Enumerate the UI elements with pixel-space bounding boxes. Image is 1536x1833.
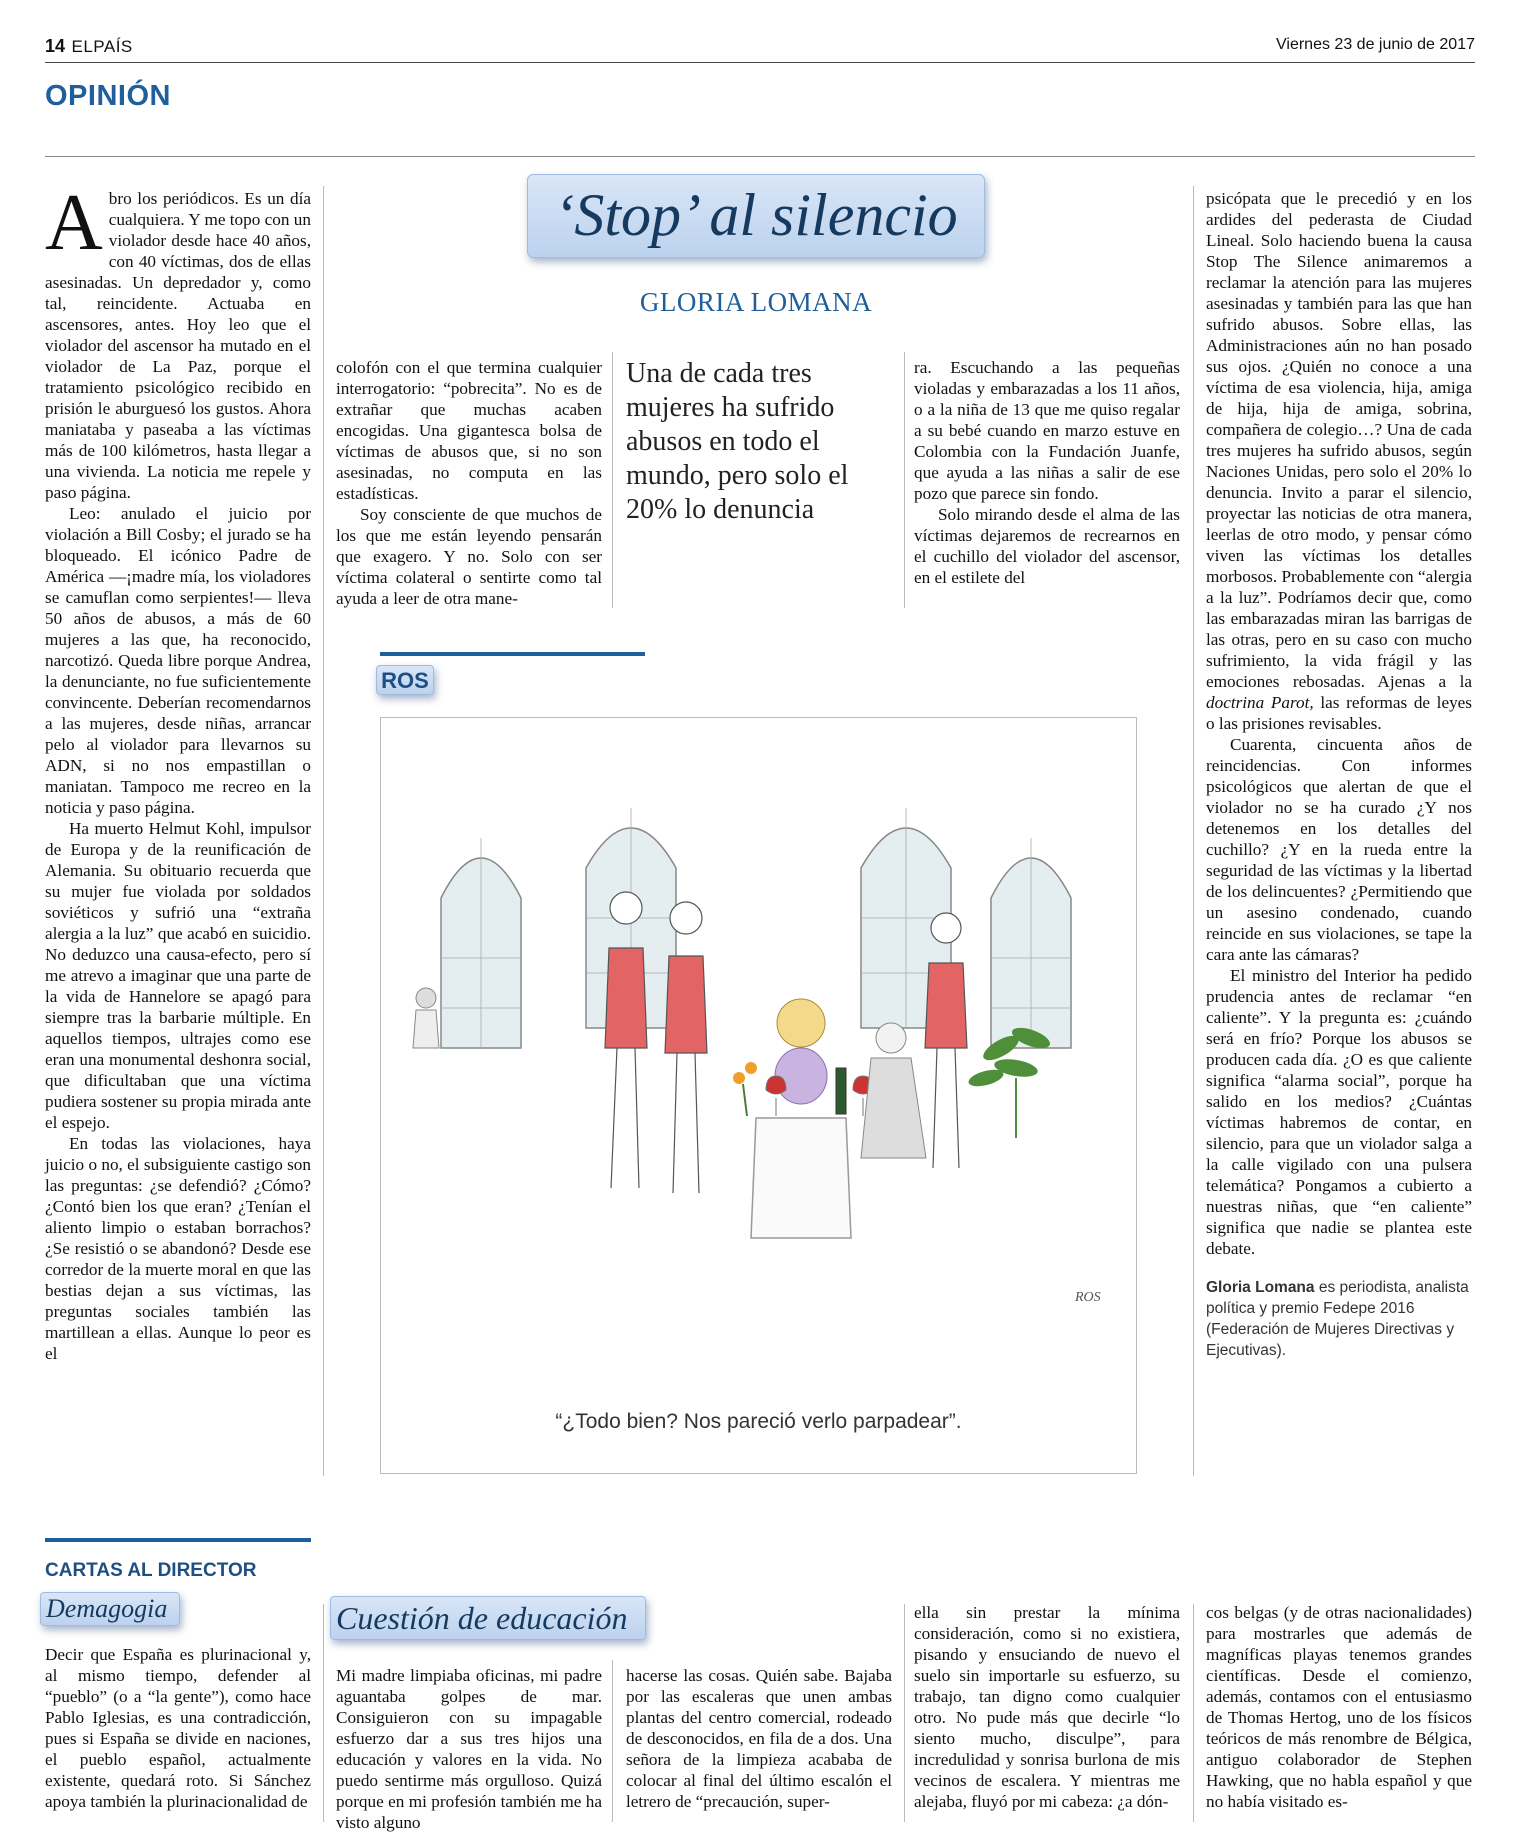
letter-paragraph: cos belgas (y de otras nacionalidades) para mostrarles que además de magníficas playas tenemos grandes científicas. Desde el comienzo, además, contamos con el entusiasmo de Thomas Hertog, uno de los físicos teóricos de más renombre de Bélgica, antiguo colaborador de Stephen Hawking, que no habla español y que no había visitado es- [1206,1603,1472,1811]
article-column-2 [336,357,602,609]
article-paragraph: bro los periódicos. Es un día cualquiera. Y me topo con un violador desde hace 40 años, con 40 víctimas, dos de ellas asesinadas. Un depredador y, como tal, reincidente. Actuaba en ascensores, antes. Hoy leo que el violador del ascensor ha mutado en el violador de La Paz, porque el tratamiento psicológico recibido en prisión le aburguesó los gustos. Ahora maniataba y paseaba a las víctimas más de 100 kilómetros, hasta llegar a una vivienda. La noticia me repele y paso página. [45,189,311,502]
column-divider [612,1660,613,1822]
bio-name: Gloria Lomana [1206,1279,1315,1296]
paper-name: ELPAÍS [71,37,133,56]
page-number: 14 [45,36,66,56]
column-divider [904,352,905,608]
section-title: OPINIÓN [45,80,171,112]
article-paragraph: Soy consciente de que muchos de los que me están leyendo pensarán que exagero. Y no. Solo con ser víctima colateral o sentirte como tal ayuda a leer de otra mane- [336,505,602,608]
letter-educacion-col2 [626,1665,892,1822]
cartoon-signature: ROS [1075,1290,1101,1305]
cartoon-rule [380,652,645,656]
letter-demagogia-text [45,1644,311,1822]
article-paragraph: Cuarenta, cincuenta años de reincidencias. Con informes psicológicos que alertan de que el violador no se ha curado ¿Y nos detenemos en los detalles del cuchillo? ¿Y en la rueda entre la seguridad de las víctimas y la libertad de los delincuentes? ¿Permitiendo que un asesino condenado, cuando reincide en sus violaciones, se tape la cara ante las cámaras? [1206,735,1472,964]
cartoon-label: ROS [376,665,434,695]
header-rule [45,62,1475,63]
article-column-1 [45,179,311,1364]
article-column-4 [914,357,1180,588]
section-rule [45,156,1475,157]
column-divider [323,1604,324,1822]
letter-title-demagogia: Demagogia [46,1594,168,1623]
letter-educacion-col1 [336,1665,602,1832]
letters-section-title: CARTAS AL DIRECTOR [45,1560,257,1581]
letter-3-text [1206,1602,1472,1822]
letter-paragraph: Mi madre limpiaba oficinas, mi padre aguantaba golpes de mar. Consiguieron con su impagable esfuerzo dar a sus tres hijos una educación y valores en la vida. No puedo sentirme más orgulloso. Quizá porque en mi profesión también me ha visto alguno [336,1666,602,1832]
page-header [45,36,1475,62]
article-paragraph: psicópata que le precedió y en los ardides del pederasta de Ciudad Lineal. Solo haciendo buena la causa Stop The Silence animaremos a reclamar la atención para las mujeres asesinadas y también para las que han sufrido abusos. Sobre ellas, las Administraciones aún no han posado sus ojos. ¿Quién no conoce a una víctima de esa violencia, hija, amiga de hija, hija de amiga, sobrina, compañera de colegio…? Una de cada tres mujeres ha sufrido abusos, según Naciones Unidas, pero solo el 20% lo denuncia. Invito a parar el silencio, proyectar las noticias de otra manera, leerlas de otro modo, y pensar cómo viven las víctimas los detalles morbosos. Probablemente con “alergia a la luz”. Podríamos decir que, como las embarazadas miran las barrigas de las otras, pero en su caso con mucho sufrimiento, la vida frágil y las emociones rebosadas. Ajenas a la [1206,189,1473,691]
pull-quote: Una de cada tres mujeres ha sufrido abusos en todo el mundo, pero solo el 20% lo denuncia [626,358,849,525]
letter-educacion-col3 [914,1602,1180,1822]
column-divider [612,352,613,608]
article-paragraph: Solo mirando desde el alma de las víctimas dejaremos de recrearnos en el cuchillo del violador del ascensor, en el estilete del [914,505,1180,587]
article-paragraph-end: las reformas de leyes o las prisiones revisables. [1206,693,1472,733]
italic-term: doctrina Parot, [1206,693,1314,712]
author-bio [1206,1277,1472,1361]
drop-cap: A [45,179,103,267]
article-author: GLORIA LOMANA [639,287,873,317]
cartoon-caption: “¿Todo bien? Nos pareció verlo parpadear”. [555,1410,962,1433]
cartoon-illustration [381,718,1136,1473]
column-divider [323,186,324,1476]
letters-rule [45,1538,311,1542]
column-divider [904,1604,905,1822]
article-paragraph: ra. Escuchando a las pequeñas violadas y embarazadas a los 11 años, o a la niña de 13 que me quiso regalar a su bebé cuando en marzo estuve en Colombia con la Fundación Juanfe, que ayuda a las niñas a salir de ese pozo que parece sin fondo. [914,358,1180,503]
article-column-5 [1206,188,1472,1361]
column-divider [1193,186,1194,1476]
article-title: ‘Stop’ al silencio [554,182,958,248]
article-paragraph: Ha muerto Helmut Kohl, impulsor de Europa y de la reunificación de Alemania. Su obituario recuerda que su mujer fue violada por soldados soviéticos y sufrió una “extraña alergia a la luz” que acabó en suicidio. No deduzco una causa-efecto, pero sí me atrevo a imaginar que una parte de la vida de Hannelore se apagó para siempre tras la barbarie múltiple. En aquellos tiempos, ultrajes como ese eran una monumental deshonra social, que dificultaban que una víctima pudiera sostener su propia mirada ante el espejo. [45,819,311,1132]
letter-paragraph: ella sin prestar la mínima consideración, como si no existiera, pisando y ensuciando de nuevo el suelo sin importarle su esfuerzo, su trabajo, tan digno como cualquier otro. No pude más que decirle “lo siento mucho, disculpe”, para incredulidad y sonrisa burlona de mis vecinos de escalera. Y mientras me alejaba, fluyó por mi cabeza: ¿a dón- [914,1603,1180,1811]
article-paragraph: Leo: anulado el juicio por violación a Bill Cosby; el jurado se ha bloqueado. El icónico Padre de América —¡madre mía, los violadores se camuflan como serpientes!— lleva 50 años de abusos, a más de 60 mujeres a las que, ha reconocido, narcotizó. Queda libre porque Andrea, la denunciante, no fue suficientemente convincente. Deberían recomendarnos a las mujeres, desde niñas, arrancar pelo al violador para llevarnos su ADN, si no nos empastillan o maniatan. Tampoco me recreo en la noticia y paso página. [45,504,311,817]
bio-text: es periodista, analista política y premio Fedepe 2016 (Federación de Mujeres Directivas y Ejecutivas). [1206,1279,1469,1359]
article-paragraph: colofón con el que termina cualquier interrogatorio: “pobrecita”. No es de extrañar que muchas acaben encogidas. Una gigantesca bolsa de víctimas de abusos que, si no son asesinadas, no computa en las estadísticas. [336,358,602,503]
letter-title-educacion: Cuestión de educación [336,1600,628,1636]
article-paragraph: En todas las violaciones, haya juicio o no, el subsiguiente castigo son las preguntas: ¿se defendió? ¿Cómo? ¿Contó bien los que eran? ¿Tenían el aliento limpio o estaban borrachos? ¿Se resistió o se abandonó? Desde ese corredor de la muerte moral en que las bestias dejan a sus víctimas, las preguntas sociales también las martillean a ellas. Aunque lo peor es el [45,1134,311,1363]
page-date: Viernes 23 de junio de 2017 [1276,36,1475,53]
column-divider [1193,1604,1194,1822]
article-paragraph: El ministro del Interior ha pedido prudencia antes de reclamar “en caliente”. Y la pregunta es: ¿cuándo será en frío? Porque los abusos se producen cada día. ¿O es que caliente significa “alarma social”, porque ha salido en los medios? ¿Cuántas víctimas habremos de contar, en silencio, para que un violador salga a la calle vigilado con una pulsera telemática? Pongamos a cubierto a nuestras niñas, que “en caliente” significa que nadie se plantea este debate. [1206,966,1472,1258]
letter-paragraph: hacerse las cosas. Quién sabe. Bajaba por las escaleras que unen ambas plantas del centro comercial, rodeado de desconocidos, en fila de a dos. Una señora de la limpieza acababa de colocar al final del último escalón el letrero de “precaución, super- [626,1666,892,1811]
cartoon-frame [380,717,1137,1474]
letter-paragraph: Decir que España es plurinacional y, al mismo tiempo, defender al “pueblo” (o a “la gente”), como hace Pablo Iglesias, es una contradicción, pues si España se divide en naciones, el pueblo español, actualmente existente, quedará roto. Si Sánchez apoya también la plurinacionalidad de [45,1645,311,1811]
